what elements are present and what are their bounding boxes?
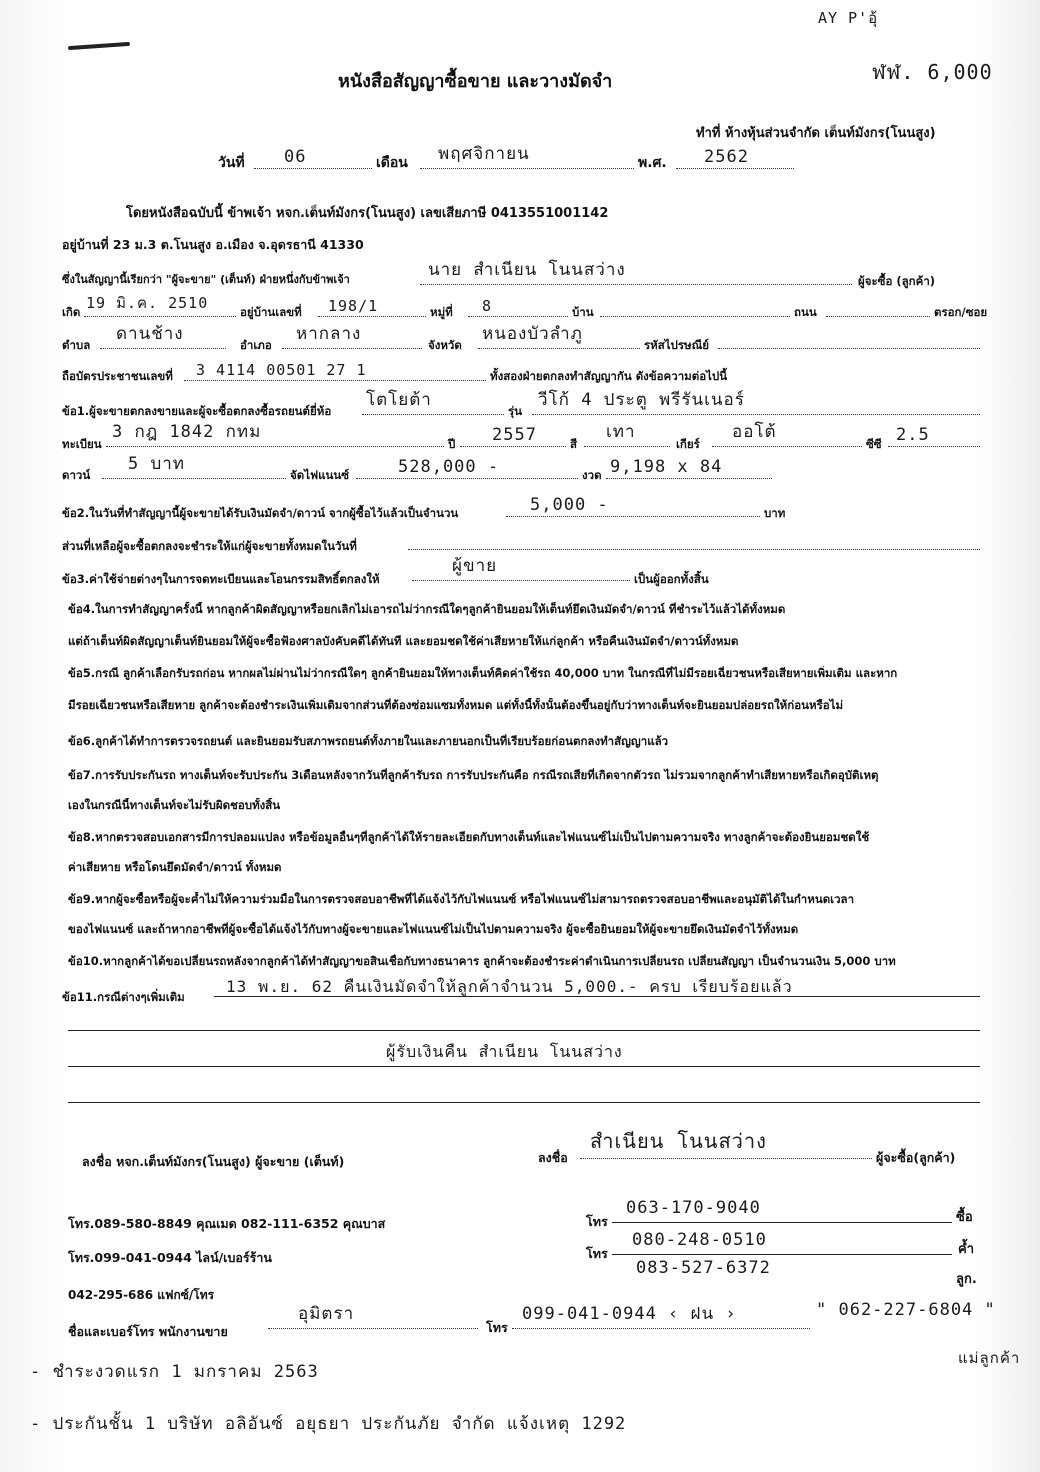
car-year-value: 2557 bbox=[492, 425, 537, 445]
buyer-name-value: นาย สำเนียน โนนสว่าง bbox=[428, 260, 626, 280]
clause4-line2: แต่ถ้าเต็นท์ผิดสัญญาเต็นท์ยินยอมให้ผู้จะซื้อฟ้องศาลบังคับคดีได้ทันที และยอมชดใช้ค่าเสียหายให้แก่ลูกค้า หรือคืนเงินมัดจำ/ดาวน์ทั้งหมด bbox=[68, 634, 739, 648]
top-mark bbox=[68, 42, 130, 50]
buyer-signature: สำเนียน โนนสว่าง bbox=[590, 1129, 767, 1153]
clause8-line2: ค่าเสียหาย หรือโดนยึดมัดจำ/ดาวน์ ทั้งหมด bbox=[68, 860, 282, 874]
clause5-line2: มีรอยเฉี่ยวชนหรือเสียหาย ลูกค้าจะต้องชำระเงินเพิ่มเติมจากส่วนที่ต้องซ่อมแซมทั้งหมด แต่ทั้งนี้ทั้งนั้นต้องขึ้นอยู่กับว่าทางเต็นท์จะยินยอมปล่อยรถให้ก่อนหรือไม่ bbox=[68, 698, 844, 712]
clause11-label: ข้อ11.กรณีต่างๆเพิ่มเติม bbox=[62, 990, 185, 1004]
province-field bbox=[478, 324, 640, 349]
brand-value: โตโยต้า bbox=[366, 390, 432, 410]
clause2a-label: ข้อ2.ในวันที่ทำสัญญานี้ผู้จะขายได้รับเงินมัดจำ/ดาวน์ จากผู้ซื้อไว้แล้วเป็นจำนวน bbox=[62, 506, 459, 520]
price-note: ฬฬ. 6,000 bbox=[872, 60, 993, 84]
id-field bbox=[184, 362, 486, 381]
sales-tel-label: โทร bbox=[486, 1320, 508, 1335]
clause4-line1: ข้อ4.ในการทำสัญญาครั้งนี้ หากลูกค้าผิดสัญญาหรือยกเลิกไม่เอารถไม่ว่ากรณีใดๆลูกค้ายินยอมให้เต็นท์ยึดเงินมัดจำ/ดาวน์ ที่ชำระไว้แล้วได้ทั้งหมด bbox=[68, 602, 786, 616]
day-field bbox=[254, 147, 372, 169]
buyer-phone-2: 080-248-0510 bbox=[632, 1230, 767, 1250]
moo-field bbox=[468, 298, 568, 317]
village-field bbox=[600, 298, 790, 317]
installment-field bbox=[606, 457, 772, 479]
buyer-name-field bbox=[420, 260, 852, 285]
sales-tel-field bbox=[512, 1304, 810, 1329]
gear-field bbox=[712, 422, 862, 447]
seller-signature-label: ลงชื่อ หจก.เต็นท์มังกร(โนนสูง) ผู้จะขาย (เต็นท์) bbox=[82, 1154, 345, 1169]
color-label: สี bbox=[570, 437, 578, 451]
footer-note-1: - ชำระงวดแรก 1 มกราคม 2563 bbox=[30, 1362, 319, 1382]
buyer-phone-1: 063-170-9040 bbox=[626, 1198, 761, 1218]
seller-address: อยู่บ้านที่ 23 ม.3 ต.โนนสูง อ.เมือง จ.อุดรธานี 41330 bbox=[62, 237, 364, 252]
finance-label: จัดไฟแนนซ์ bbox=[290, 468, 350, 482]
place-line: ทำที่ ห้างหุ้นส่วนจำกัด เต็นท์มังกร(โนนสูง) bbox=[696, 126, 936, 141]
clause2b-label: ส่วนที่เหลือผู้จะซื้อตกลงจะชำระให้แก่ผู้จะขายทั้งหมดในวันที่ bbox=[62, 539, 357, 553]
finance-field bbox=[356, 457, 578, 479]
tambon-value: ดานช้าง bbox=[116, 324, 184, 344]
village-label: บ้าน bbox=[572, 305, 594, 319]
birth-value: 19 มิ.ค. 2510 bbox=[86, 294, 209, 312]
month-field bbox=[420, 144, 634, 169]
model-label: รุ่น bbox=[508, 404, 523, 418]
amphoe-value: หากลาง bbox=[296, 324, 362, 344]
clause9-line1: ข้อ9.หากผู้จะซื้อหรือผู้จะค้ำไม่ให้ความร่วมมือในการตรวจสอบอาชีพที่ได้แจ้งไว้กับไฟแนนซ์ หรือไฟแนนซ์ไม่สามารถตรวจสอบอาชีพและอนุมัติได้ในกำหนดเวลา bbox=[68, 892, 855, 906]
sales-name-field bbox=[268, 1304, 478, 1329]
finance-value: 528,000 - bbox=[398, 457, 500, 477]
buyer-intro-label: ซึ่งในสัญญานี้เรียกว่า "ผู้จะขาย" (เต็นท์) ฝ่ายหนึ่งกับข้าพเจ้า bbox=[62, 273, 350, 286]
road-field bbox=[826, 298, 930, 317]
alley-label: ตรอก/ซอย bbox=[934, 305, 988, 319]
postal-label: รหัสไปรษณีย์ bbox=[644, 338, 710, 352]
car-year-label: ปี bbox=[448, 437, 456, 451]
id-suffix: ทั้งสองฝ่ายตกลงทำสัญญากัน ดังข้อความต่อไปนี้ bbox=[490, 369, 728, 383]
birth-label: เกิด bbox=[62, 305, 81, 319]
clause3-label: ข้อ3.ค่าใช้จ่ายต่างๆในการจดทะเบียนและโอนกรรมสิทธิ์ตกลงให้ bbox=[62, 572, 380, 586]
clause7-line1: ข้อ7.การรับประกันรถ ทางเต็นท์จะรับประกัน 3เดือนหลังจากวันที่ลูกค้ารับรถ การรับประกันคือ กรณีรถเสียที่เกิดจากตัวรถ ไม่รวมจากลูกค้าทำเสียหายหรือเกิดอุบัติเหตุ bbox=[68, 768, 879, 782]
province-label: จังหวัด bbox=[428, 338, 462, 352]
clause11-line1 bbox=[214, 996, 980, 997]
clause3-field bbox=[412, 556, 630, 581]
day-value: 06 bbox=[284, 147, 307, 167]
side-buy: ซื้อ bbox=[956, 1210, 973, 1225]
moo-value: 8 bbox=[482, 297, 493, 315]
year-field bbox=[676, 147, 794, 169]
sales-label: ชื่อและเบอร์โทร พนักงานขาย bbox=[68, 1324, 228, 1339]
clause3-suffix: เป็นผู้ออกทั้งสิ้น bbox=[634, 572, 709, 586]
buyer-signature-prefix: ลงชื่อ bbox=[538, 1150, 568, 1165]
installment-value: 9,198 x 84 bbox=[610, 457, 723, 477]
tambon-label: ตำบล bbox=[62, 338, 91, 352]
down-label: ดาวน์ bbox=[62, 468, 91, 482]
reg-value: 3 กฎ 1842 กทม bbox=[112, 422, 262, 442]
province-value: หนองบัวลำภู bbox=[482, 324, 583, 344]
document-title: หนังสือสัญญาซื้อขาย และวางมัดจำ bbox=[338, 71, 613, 92]
buyer-signature-suffix: ผู้จะซื้อ(ลูกค้า) bbox=[876, 1150, 956, 1165]
id-value: 3 4114 00501 27 1 bbox=[196, 361, 367, 379]
house-label: อยู่บ้านเลขที่ bbox=[240, 305, 302, 319]
clause8-line1: ข้อ8.หากตรวจสอบเอกสารมีการปลอมแปลง หรือข้อมูลอื่นๆที่ลูกค้าได้ให้รายละเอียดกับทางเต็นท์และไฟแนนซ์ไม่เป็นไปตามความจริง ทางลูกค้าจะต้องยินยอมชดใช้ bbox=[68, 830, 870, 844]
clause7-line2: เองในกรณีนี้ทางเต็นท์จะไม่รับผิดชอบทั้งสิ้น bbox=[68, 798, 281, 812]
clause11-value: 13 พ.ย. 62 คืนเงินมัดจำให้ลูกค้าจำนวน 5,000.- ครบ เรียบร้อยแล้ว bbox=[226, 977, 793, 996]
cc-label: ซีซี bbox=[866, 437, 882, 451]
day-label: วันที่ bbox=[218, 155, 245, 171]
footer-note-2: - ประกันชั้น 1 บริษัท อลิอันซ์ อยุธยา ประกันภัย จำกัด แจ้งเหตุ 1292 bbox=[30, 1414, 627, 1434]
clause5-line1: ข้อ5.กรณี ลูกค้าเลือกรับรถก่อน หากผลไม่ผ่านไม่ว่ากรณีใดๆ ลูกค้ายินยอมให้ทางเต็นท์คิดค่าใช้รถ 40,000 บาท ในกรณีที่ไม่มีรอยเฉี่ยวชนหรือเสียหายเพิ่มเติม และหาก bbox=[68, 666, 898, 680]
sales-name: อุมิตรา bbox=[298, 1304, 355, 1324]
sales-phone: 099-041-0944 ‹ ฝน › bbox=[522, 1304, 737, 1324]
clause6-line1: ข้อ6.ลูกค้าได้ทำการตรวจรถยนต์ และยินยอมรับสภาพรถยนต์ทั้งภายในและภายนอกเป็นที่เรียบร้อยก่อนตกลงทำสัญญาแล้ว bbox=[68, 734, 669, 748]
baht-label: บาท bbox=[764, 506, 786, 520]
buyer-signature-field bbox=[580, 1129, 872, 1159]
clause11-receiver: ผู้รับเงินคืน สำเนียน โนนสว่าง bbox=[386, 1042, 623, 1061]
id-label: ถือบัตรประชาชนเลขที่ bbox=[62, 369, 173, 383]
amphoe-field bbox=[282, 324, 422, 349]
buyer-tel-line-1 bbox=[612, 1222, 952, 1223]
down-value: 5 บาท bbox=[128, 454, 186, 474]
corner-note: AY P'อุ้ bbox=[818, 9, 879, 27]
side-guarantor: ค้ำ bbox=[958, 1242, 974, 1257]
clause10-line1: ข้อ10.หากลูกค้าได้ขอเปลี่ยนรถหลังจากลูกค้าได้ทำสัญญาขอสินเชื่อกับทางธนาคาร ลูกค้าจะต้องชำระค่าดำเนินการเปลี่ยนรถ เปลี่ยนสัญญา เป็นจำนวนเงิน 5,000 บาท bbox=[68, 954, 896, 968]
buyer-tel-label-2: โทร bbox=[586, 1246, 608, 1261]
extra-phone: " 062-227-6804 " bbox=[816, 1300, 996, 1320]
house-field bbox=[318, 298, 426, 317]
installment-label: งวด bbox=[582, 468, 602, 482]
down-field bbox=[102, 454, 286, 479]
clause2a-value: 5,000 - bbox=[530, 495, 609, 515]
clause2b-field bbox=[408, 531, 980, 550]
model-value: วีโก้ 4 ประตู พรีรันเนอร์ bbox=[538, 390, 745, 410]
extra-note: แม่ลูกค้า bbox=[958, 1349, 1021, 1367]
cc-value: 2.5 bbox=[896, 425, 930, 445]
year-label: พ.ศ. bbox=[638, 155, 667, 171]
postal-field bbox=[718, 330, 980, 349]
buyer-tel-line-2 bbox=[612, 1254, 952, 1255]
clause1-label: ข้อ1.ผู้จะขายตกลงขายและผู้จะซื้อตกลงซื้อรถยนต์ยี่ห้อ bbox=[62, 404, 332, 418]
model-field bbox=[532, 390, 980, 415]
birth-field bbox=[84, 294, 236, 317]
clause11-line2 bbox=[68, 1030, 980, 1031]
car-year-field bbox=[460, 425, 566, 447]
year-value: 2562 bbox=[704, 147, 749, 167]
clause3-value: ผู้ขาย bbox=[452, 556, 498, 576]
clause9-line2: ของไฟแนนซ์ และถ้าหากอาชีพที่ผู้จะซื้อได้แจ้งไว้กับทางผู้จะขายและไฟแนนซ์ไม่เป็นไปตามความจริง ผู้จะซื้อยินยอมให้ผู้จะขายยึดเงินมัดจำไว้ทั้งหมด bbox=[68, 922, 799, 936]
contact-line2: โทร.099-041-0944 ไลน์/เบอร์ร้าน bbox=[68, 1250, 272, 1265]
color-field bbox=[584, 422, 670, 447]
tambon-field bbox=[100, 324, 226, 349]
side-child: ลูก. bbox=[956, 1272, 977, 1287]
contact-line1: โทร.089-580-8849 คุณเมด 082-111-6352 คุณบาส bbox=[68, 1216, 386, 1231]
gear-label: เกียร์ bbox=[676, 437, 700, 451]
buyer-suffix: ผู้จะซื้อ (ลูกค้า) bbox=[858, 274, 936, 288]
reg-field bbox=[106, 422, 444, 447]
road-label: ถนน bbox=[794, 305, 817, 319]
clause11-line4 bbox=[68, 1102, 980, 1103]
buyer-tel-label-1: โทร bbox=[586, 1214, 608, 1229]
moo-label: หมู่ที่ bbox=[430, 305, 453, 319]
seller-intro: โดยหนังสือฉบับนี้ ข้าพเจ้า หจก.เต็นท์มังกร(โนนสูง) เลขเสียภาษี 0413551001142 bbox=[126, 206, 609, 221]
house-value: 198/1 bbox=[328, 297, 379, 315]
gear-value: ออโต้ bbox=[732, 422, 777, 442]
reg-label: ทะเบียน bbox=[62, 437, 102, 451]
clause2a-field bbox=[506, 495, 760, 517]
amphoe-label: อำเภอ bbox=[240, 338, 272, 352]
month-value: พฤศจิกายน bbox=[438, 144, 530, 164]
month-label: เดือน bbox=[376, 155, 408, 171]
clause11-line3 bbox=[68, 1066, 980, 1067]
contact-line3: 042-295-686 แฟกซ์/โทร bbox=[68, 1288, 215, 1302]
buyer-phone-3: 083-527-6372 bbox=[636, 1258, 771, 1278]
cc-field bbox=[888, 425, 980, 447]
color-value: เทา bbox=[606, 422, 636, 442]
brand-field bbox=[362, 390, 504, 415]
